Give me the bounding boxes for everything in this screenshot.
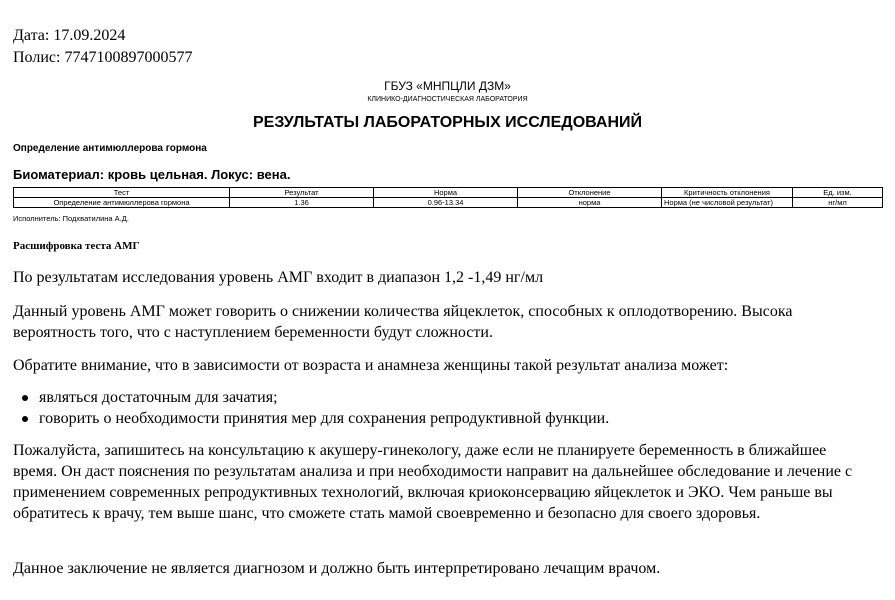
test-heading: Определение антимюллерова гормона (13, 143, 207, 154)
interpretation-paragraph-3: Обратите внимание, что в зависимости от возраста и анамнеза женщины такой результат анализа может: (13, 357, 729, 374)
cell-unit: нг/мл (793, 198, 883, 208)
organization-name: ГБУЗ «МНПЦЛИ ДЗМ» (384, 79, 511, 93)
column-header-unit: Ед. изм. (793, 188, 883, 198)
report-title: РЕЗУЛЬТАТЫ ЛАБОРАТОРНЫХ ИССЛЕДОВАНИЙ (252, 114, 642, 131)
table-row (14, 198, 883, 208)
biomaterial-line: Биоматериал: кровь цельная. Локус: вена. (13, 167, 291, 182)
report-date: Дата: 17.09.2024 (13, 27, 126, 44)
column-header-result: Результат (230, 188, 374, 198)
cell-deviation: норма (518, 198, 662, 208)
column-header-deviation: Отклонение (518, 188, 662, 198)
laboratory-name: КЛИНИКО-ДИАГНОСТИЧЕСКАЯ ЛАБОРАТОРИЯ (367, 96, 528, 103)
interpretation-paragraph-1: По результатам исследования уровень АМГ входит в диапазон 1,2 -1,49 нг/мл (13, 269, 544, 286)
results-table (13, 187, 883, 208)
column-header-norm: Норма (374, 188, 518, 198)
policy-number: Полис: 7747100897000577 (13, 49, 193, 66)
bullet-icon (22, 416, 28, 422)
list-item-text: говорить о необходимости принятия мер для сохранения репродуктивной функции. (39, 410, 610, 427)
bullet-icon (22, 395, 28, 401)
interpretation-paragraph-5: Данное заключение не является диагнозом и должно быть интерпретировано лечащим врачом. (13, 560, 661, 577)
column-header-criticality: Критичность отклонения (662, 188, 793, 198)
cell-result: 1.36 (230, 198, 374, 208)
table-header-row (14, 188, 883, 198)
interpretation-paragraph-2: Данный уровень АМГ может говорить о снижении количества яйцеклеток, способных к оплодотворению. Высока вероятность того, что с наступлением беременности будут сложности. (13, 303, 793, 341)
column-header-test: Тест (14, 188, 230, 198)
cell-norm: 0.96-13.34 (374, 198, 518, 208)
interpretation-heading: Расшифровка теста АМГ (13, 240, 140, 252)
cell-criticality: Норма (не числовой результат) (662, 198, 793, 208)
cell-test: Определение антимюллерова гормона (14, 198, 230, 208)
list-item (13, 408, 609, 429)
list-item (13, 387, 609, 408)
recommendation-list (13, 387, 609, 429)
list-item-text: являться достаточным для зачатия; (39, 389, 278, 406)
executor-line: Исполнитель: Подхватилина А.Д. (13, 214, 129, 223)
interpretation-paragraph-4: Пожалуйста, запишитесь на консультацию к акушеру-гинекологу, даже если не планируете беременность в ближайшее время. Он даст пояснения по результатам анализа и при необходимости направит на дальнейшее обследование и лечение с применением современных репродуктивных технологий, включая криоконсервацию яйцеклеток и ЭКО. Чем раньше вы обратитесь к врачу, тем выше шанс, что сможете стать мамой своевременно и безопасно для своего здоровья. (13, 442, 853, 522)
